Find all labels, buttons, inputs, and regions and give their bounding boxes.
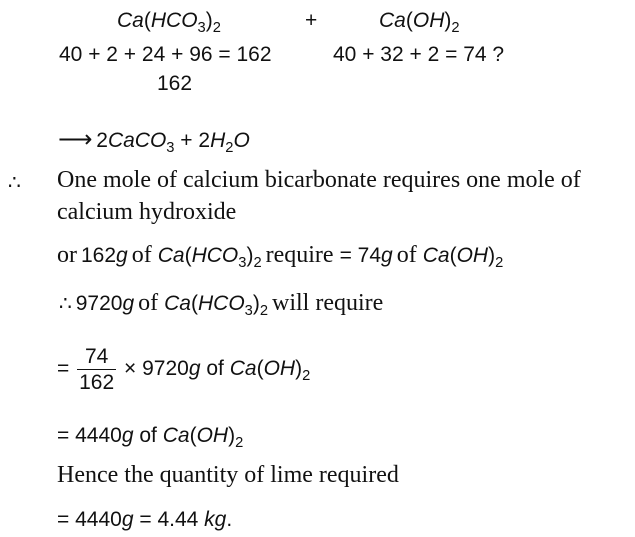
reactant1-mass-total: 162	[157, 72, 193, 95]
fraction-denominator: 162	[79, 371, 115, 395]
reactant2-mass-calc: 40 + 32 + 2 = 74 ?	[333, 43, 505, 66]
reaction-arrow-icon: ⟶	[58, 125, 91, 153]
therefore-symbol-inline: ∴	[59, 291, 72, 315]
fraction-line: = $\frac{74}{162}$ × 9720g of $Ca(OH)_2$	[57, 345, 311, 395]
reactant1-mass-calc: 40 + 2 + 24 + 96 = 162	[59, 43, 272, 66]
therefore-line: ∴ 9720g of $Ca(HCO_3)_2$ will require	[59, 290, 384, 320]
fraction	[77, 344, 116, 395]
plus-sign: +	[305, 9, 318, 32]
products-line	[58, 125, 250, 157]
products-formula: 2CaCO$_3$ + $2H_2O$	[96, 129, 250, 157]
statement-line-1: One mole of calcium bicarbonate requires one mole of	[57, 167, 581, 193]
fraction-numerator: 74	[77, 344, 116, 370]
reactant2-formula: $Ca(OH)_2$	[379, 9, 460, 37]
final-line: = 4440g = 4.44 kg.	[57, 508, 233, 531]
reactant1-formula: $Ca(HCO_3)_2$	[117, 9, 221, 37]
result-line: = 4440g of $Ca(OH)_2$	[57, 424, 244, 452]
statement-line-2: calcium hydroxide	[57, 199, 237, 225]
or-line: or 162g of $Ca(HCO_3)_2$ require = 74g of $Ca(OH)_2$	[57, 242, 504, 272]
therefore-symbol: ∴	[8, 170, 21, 194]
hence-line: Hence the quantity of lime required	[57, 462, 399, 488]
